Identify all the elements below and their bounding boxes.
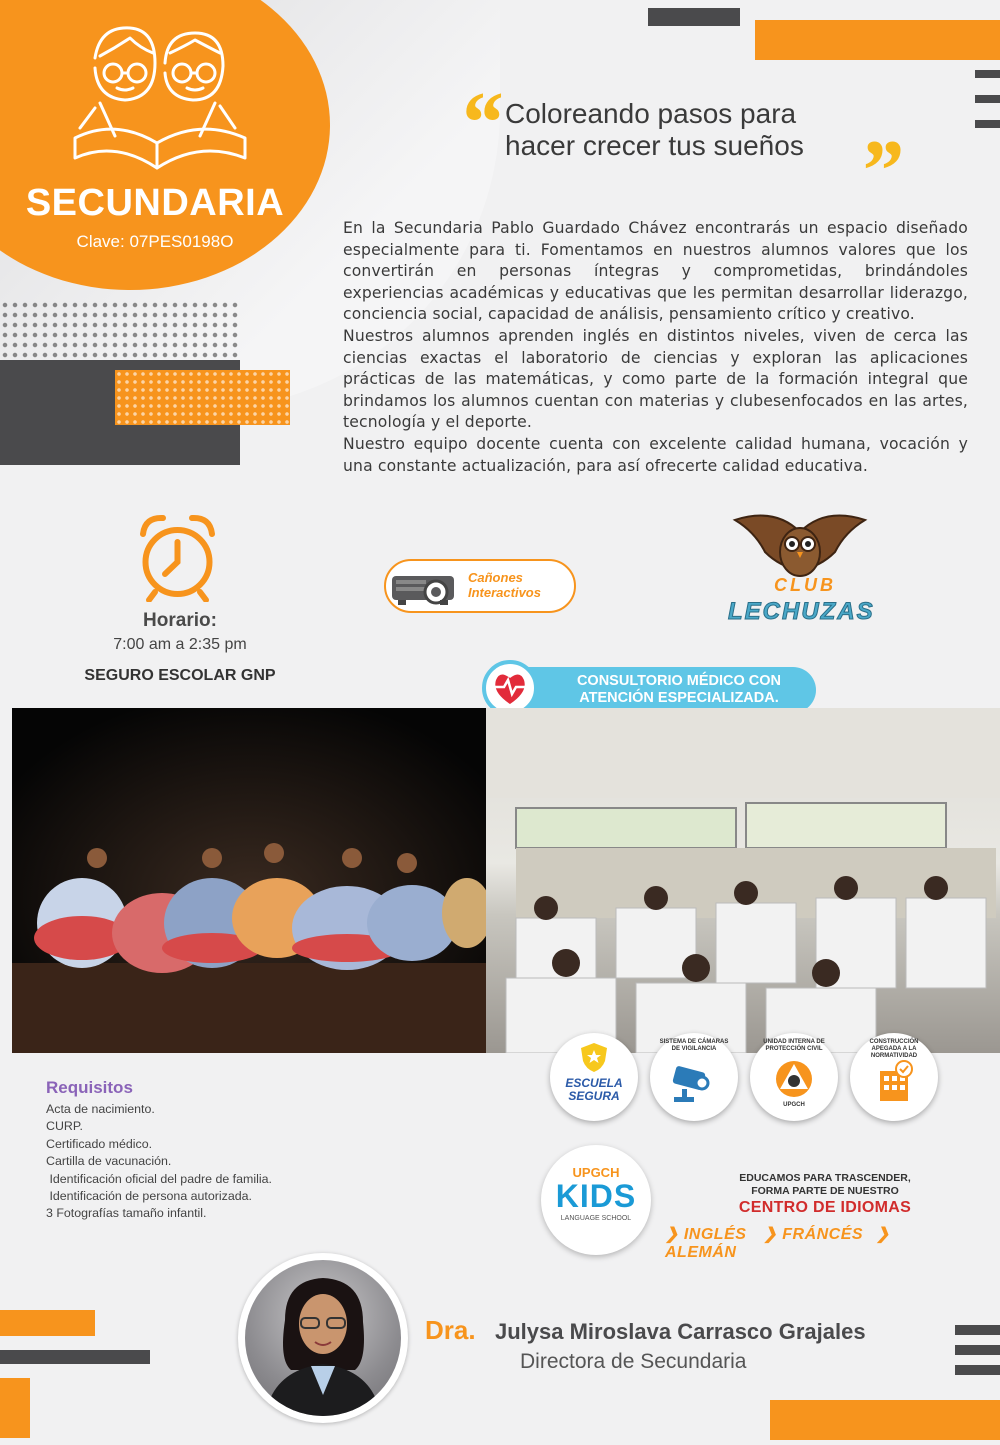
lang-ingles: INGLÉS <box>683 1226 747 1243</box>
escuela-segura-badge <box>550 1033 638 1121</box>
bottom-right-orange-bar <box>770 1400 1000 1440</box>
slogan <box>505 98 865 162</box>
educamos-line-1: EDUCAMOS PARA TRASCENDER, <box>739 1172 911 1184</box>
intro-paragraph-1: En la Secundaria Pablo Guardado Chávez encontrarás un espacio diseñado especialmente para ti. Fomentamos en nuestros alumnos valores que los convertirán en personas íntegras y comprometidas, brindándoles experiencias académicas y educativas que les permitan desarrollar liderazgo, conciencia social, capacidad de análisis, pensamiento crítico y creativo. <box>343 219 968 324</box>
stripe-bar <box>955 1325 1000 1335</box>
stripe-bar <box>975 70 1000 78</box>
stripe-bar <box>955 1345 1000 1355</box>
upgch-small: UPGCH <box>783 1102 805 1108</box>
list-item: Cartilla de vacunación. <box>46 1154 172 1169</box>
stripe-bar <box>975 95 1000 103</box>
alarm-clock-icon <box>135 512 220 602</box>
list-item: 3 Fotografías tamaño infantil. <box>46 1206 207 1221</box>
consultorio-line-2: ATENCIÓN ESPECIALIZADA. <box>579 690 779 706</box>
educamos-line-2: FORMA PARTE DE NUESTRO <box>751 1185 899 1197</box>
school-code: Clave: 07PES0198O <box>76 232 234 251</box>
chevron-right-icon: ❯ <box>665 1226 679 1243</box>
educamos-text <box>695 1172 955 1198</box>
slogan-line-1: Coloreando pasos para <box>505 98 797 129</box>
escuela-word: ESCUELA <box>565 1076 623 1090</box>
civil-protection-icon <box>774 1059 814 1099</box>
top-dark-bar <box>648 8 740 26</box>
kids-language-logo <box>541 1145 651 1255</box>
lang-aleman: ALEMÁN <box>665 1244 737 1261</box>
chevron-right-icon: ❯ <box>763 1226 778 1243</box>
shield-star-icon <box>578 1041 610 1073</box>
bottom-dark-bar <box>0 1350 150 1364</box>
segura-word: SEGURA <box>568 1089 620 1103</box>
club-name: LECHUZAS <box>728 598 875 625</box>
horario-time: 7:00 am a 2:35 pm <box>113 636 247 653</box>
canones-line-1: Cañones <box>468 570 523 585</box>
chevron-right-icon: ❯ <box>876 1226 890 1243</box>
kids-top: UPGCH <box>572 1165 620 1180</box>
avatar <box>245 1260 401 1416</box>
director-title: Dra. <box>425 1315 476 1345</box>
stripe-bar <box>955 1365 1000 1375</box>
centro-idiomas: CENTRO DE IDIOMAS <box>738 1199 912 1216</box>
camaras-label: SISTEMA DE CÁMARAS DE VIGILANCIA <box>659 1039 729 1052</box>
consultorio-banner <box>520 667 816 713</box>
list-item: Certificado médico. <box>46 1136 153 1151</box>
security-camera-icon <box>668 1063 720 1103</box>
consultorio-line-1: CONSULTORIO MÉDICO CON <box>576 673 782 689</box>
list-item: CURP. <box>46 1119 83 1134</box>
list-item: Identificación oficial del padre de familia. <box>46 1171 272 1186</box>
horario-label: Horario: <box>143 610 217 631</box>
director-role: Directora de Secundaria <box>520 1350 747 1373</box>
camaras-badge <box>650 1033 738 1121</box>
director-name: Julysa Miroslava Carrasco Grajales <box>495 1319 866 1344</box>
list-item: Acta de nacimiento. <box>46 1102 155 1116</box>
intro-paragraph-2: Nuestros alumnos aprenden inglés en distintos niveles, viven de cerca las ciencias exactas el laboratorio de ciencias y exploran las aplicaciones prácticas de las matemáticas, y como parte de la formación integral que brindamos los alumnos cuentan con materias y clubesenfocados en las artes, tecnología y el deporte. <box>343 326 968 432</box>
list-item: Identificación de persona autorizada. <box>46 1189 252 1204</box>
construccion-label: CONSTRUCCIÓN APEGADA A LA NORMATIVIDAD <box>869 1039 919 1059</box>
top-orange-bar <box>755 20 1000 60</box>
construccion-badge <box>850 1033 938 1121</box>
requisitos-title: Requisitos <box>46 1078 133 1097</box>
escuela-segura-label <box>556 1077 632 1103</box>
bottom-orange-bar <box>0 1310 95 1336</box>
kids-main: KIDS <box>555 1178 637 1214</box>
building-icon <box>874 1059 914 1103</box>
canones-label <box>468 570 578 600</box>
club-word: CLUB <box>774 575 836 595</box>
folk-dance-photo <box>12 708 490 1053</box>
projector-icon <box>388 566 466 612</box>
open-quote-mark: “ <box>458 75 502 172</box>
intro-paragraph-3: Nuestro equipo docente cuenta con excelente calidad humana, vocación y una constante actualización, para así ofrecerte calidad educativa. <box>343 434 968 475</box>
intro-text <box>343 218 968 477</box>
proteccion-civil-badge <box>750 1033 838 1121</box>
seguro-escolar: SEGURO ESCOLAR GNP <box>84 667 276 684</box>
stripe-bar <box>975 120 1000 128</box>
classroom-photo <box>486 708 1000 1053</box>
slogan-line-2: hacer crecer tus sueños <box>505 130 804 161</box>
proteccion-label: UNIDAD INTERNA DE PROTECCIÓN CIVIL <box>763 1039 825 1052</box>
languages-row <box>665 1224 965 1262</box>
orange-halftone <box>115 370 290 425</box>
lang-frances: FRÁNCÉS <box>782 1226 864 1243</box>
kids-sub: LANGUAGE SCHOOL <box>560 1215 632 1222</box>
requisitos-list <box>46 1101 272 1223</box>
kids-reading-icon <box>55 18 265 183</box>
page-title: SECUNDARIA <box>25 182 285 224</box>
director-portrait <box>238 1253 408 1423</box>
close-quote-mark: ” <box>858 123 902 220</box>
canones-line-2: Interactivos <box>468 585 541 600</box>
bottom-orange-block <box>0 1378 30 1438</box>
